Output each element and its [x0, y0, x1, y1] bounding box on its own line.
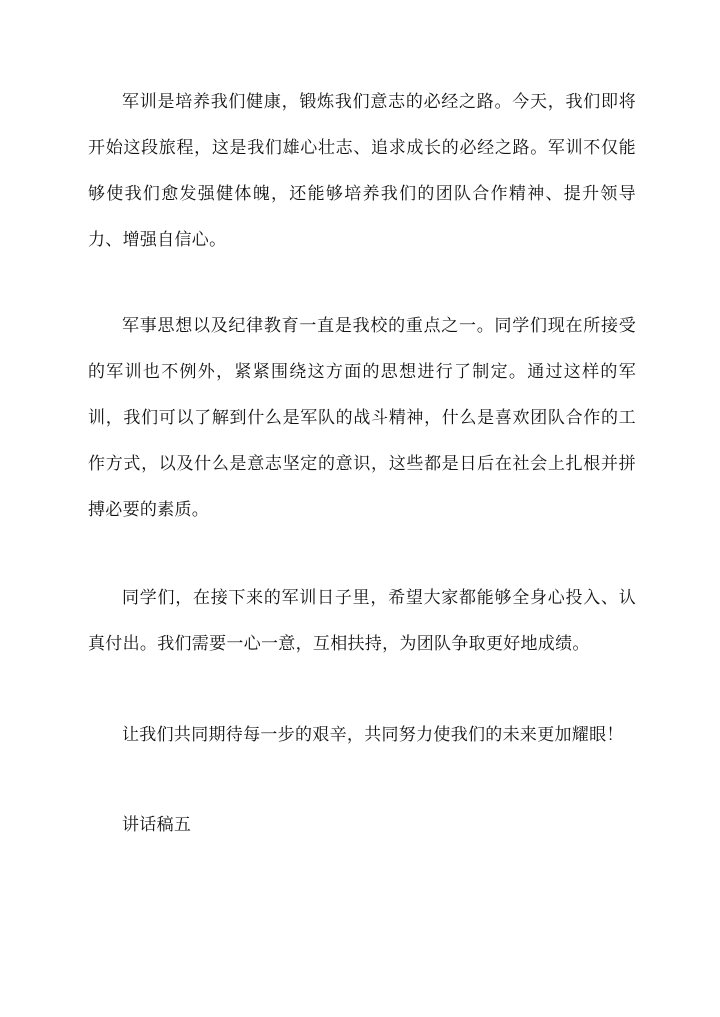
paragraph-discipline-education: 军事思想以及纪律教育一直是我校的重点之一。同学们现在所接受的军训也不例外，紧紧围绕这方面的思想进行了制定。通过这样的军训，我们可以了解到什么是军队的战斗精神，什么是喜欢团队合作的工作方式，以及什么是意志坚定的意识，这些都是日后在社会上扎根并拼搏必要的素质。 — [88, 316, 636, 520]
paragraph-encouragement: 同学们，在接下来的军训日子里，希望大家都能够全身心投入、认真付出。我们需要一心一意，互相扶持，为团队争取更好地成绩。 — [88, 588, 636, 654]
paragraph-closing: 让我们共同期待每一步的艰辛，共同努力使我们的未来更加耀眼！ — [122, 725, 624, 745]
paragraph-military-training-intro: 军训是培养我们健康，锻炼我们意志的必经之路。今天，我们即将开始这段旅程，这是我们雄心壮志、追求成长的必经之路。军训不仅能够使我们愈发强健体魄，还能够培养我们的团队合作精神、提升领导力、增强自信心。 — [88, 92, 636, 250]
section-heading-speech-five: 讲话稿五 — [122, 815, 192, 835]
